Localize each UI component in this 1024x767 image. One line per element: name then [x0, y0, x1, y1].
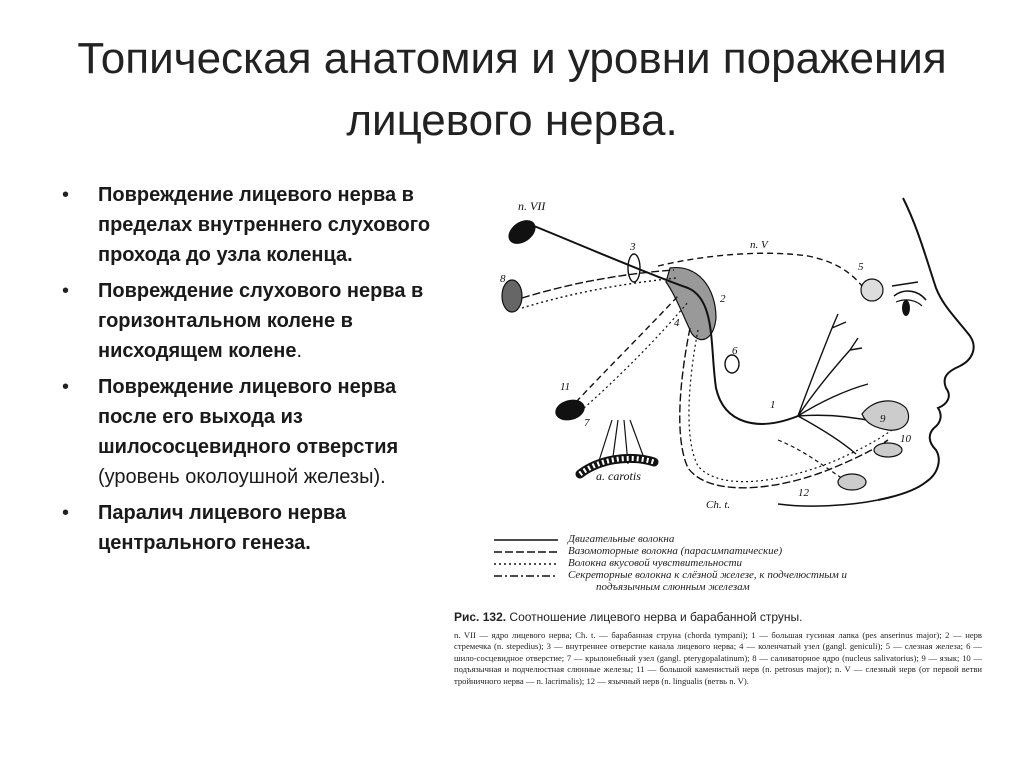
label-7: 7 — [584, 417, 590, 429]
slide-title: Топическая анатомия и уровни поражения лицевого нерва. — [77, 34, 947, 145]
label-6: 6 — [732, 345, 738, 357]
bullet-bold-text: Повреждение лицевого нерва после его выхода из шилососцевидного отверстия — [98, 376, 399, 458]
bullet-bold-text: Паралич лицевого нерва центрального генеза. — [98, 502, 347, 554]
label-11: 11 — [560, 381, 571, 393]
chorda-tympani-path — [680, 328, 888, 488]
submandibular-gland — [838, 474, 866, 490]
label-ch-t: Ch. t. — [706, 499, 731, 511]
legend-secretory-cont: подъязычным слюнным железам — [596, 581, 750, 593]
chorda-tympani-path-2 — [689, 330, 892, 482]
pes-anserinus-branches — [798, 314, 876, 454]
label-n-vii: n. VII — [518, 199, 546, 213]
label-8: 8 — [500, 273, 506, 285]
label-5: 5 — [858, 261, 864, 273]
bullet-list — [56, 180, 441, 564]
nucleus-n-vii — [504, 215, 540, 249]
bullet-normal-text: (уровень околоушной железы). — [98, 466, 386, 488]
stylomastoid-foramen — [725, 355, 739, 373]
figure-number: Рис. 132. — [454, 610, 507, 624]
legend-vasomotor: Вазомоторные волокна (парасимпатические) — [568, 545, 783, 557]
label-3: 3 — [630, 241, 636, 253]
face-jaw-line — [778, 500, 878, 506]
bullet-item — [56, 180, 441, 270]
sublingual-gland — [874, 443, 902, 457]
label-carotis: a. carotis — [596, 469, 641, 483]
label-4: 4 — [674, 317, 680, 329]
legend-line-samples — [494, 540, 558, 576]
legend-taste: Волокна вкусовой чувствительности — [568, 557, 743, 569]
label-n-v: n. V — [750, 239, 768, 251]
petrosus-major-node — [553, 396, 587, 423]
taste-fibers — [522, 278, 676, 308]
figure-caption-heading: Соотношение лицевого нерва и барабанной струны. — [506, 610, 803, 624]
figure-caption-title — [454, 610, 803, 624]
bullet-item — [56, 372, 441, 492]
label-10: 10 — [900, 433, 911, 445]
bullet-item — [56, 498, 441, 558]
bullet-bold-text: Повреждение слухового нерва в горизонтальном колене в нисходящем колене — [98, 280, 424, 362]
lingual-nerve-path — [778, 440, 848, 482]
lacrimal-gland — [861, 279, 883, 301]
petrosus-nerve-path — [576, 296, 678, 402]
bullet-normal-text: . — [296, 340, 303, 362]
motor-fibers — [534, 226, 798, 424]
anatomy-figure — [448, 178, 988, 718]
label-1: 1 — [770, 399, 776, 411]
legend-secretory: Секреторные волокна к слёзной железе, к подчелюстным и — [568, 569, 848, 581]
eye-icon — [892, 282, 926, 316]
legend-motor: Двигательные волокна — [568, 533, 675, 545]
label-2: 2 — [720, 293, 726, 305]
label-9: 9 — [880, 413, 886, 425]
bullet-item — [56, 276, 441, 366]
bullet-bold-text: Повреждение лицевого нерва в пределах внутреннего слухового прохода до узла коленца. — [98, 184, 431, 266]
label-12: 12 — [798, 487, 809, 499]
facial-nerve-diagram — [448, 178, 988, 608]
figure-caption-body: n. VII — ядро лицевого нерва; Ch. t. — барабанная струна (chorda tympani); 1 — большая гусиная лапка (pes anserinus major); 2 — нерв стремечка (n. stepedius); 3 — внутреннее отверстие канала лицевого нерва; 4 — коленчатый узел (gangl. geniculi); 5 — слезная железа; 6 — шило-сосцевидное отверстие; 7 — крылонебный узел (gangl. pterygopalatinum); 8 — саливаторное ядро (nucleus salivatorius); 9 — язык; 10 — подъязычная и подчелюстная слюнные железы; 11 — большой каменистый нерв (n. petrosus major); n. V — слезный нерв (от первой ветви тройничного нерва — n. lacrimalis); 12 — язычный нерв (n. lingualis (ветвь n. V). — [454, 630, 983, 686]
petrosus-nerve-path-2 — [584, 302, 688, 408]
